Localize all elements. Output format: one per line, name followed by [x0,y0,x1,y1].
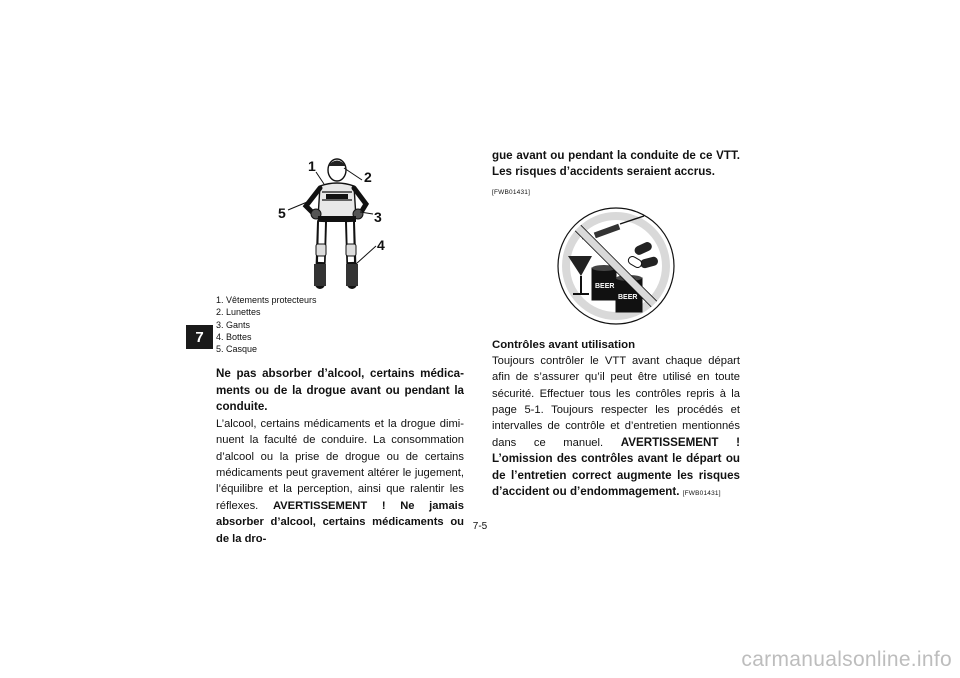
watermark: carmanualsonline.info [741,648,952,671]
caption-item: 5. Casque [216,344,258,355]
chapter-tab: 7 [186,325,213,349]
alcohol-warning-start: AVERTISSEMENT ! Ne jamais absorber d’alcool, certains médicaments ou de la dro- [216,499,464,545]
alcohol-warning-end: gue avant ou pendant la conduite de ce VTT. Les risques d’accidents seraient accrus. [492,149,740,179]
checks-warning: AVERTISSEMENT ! L’omission des contrôles avant le départ ou de l’entretien correct augmente les risques d’accident ou d’endommagement. [492,435,741,499]
checks-text: Toujours contrôler le VTT avant chaque départ afin de s’assurer qu’il peut être utilisé en toute sécurité. Effectuer tous les contrôles repris à la page 5-1. Toujours respecter les procédés et intervalles de contrôle et d’entretien mentionnés dans ce manuel. [492,354,740,449]
callout-3: 3 [374,209,382,225]
caption-item: 2. Lunettes [216,307,261,318]
checks-paragraph [492,353,740,503]
caption-item: 4. Bottes [216,331,252,342]
rider-illustration [276,152,406,290]
left-column [216,150,464,547]
alcohol-text: L’alcool, certains médicaments et la drogue diminuent la faculté de conduire. La consommation d’alcool ou la prise de drogue ou de certains médicaments peut gravement altérer le jugement, l’équilibre et la perception, ainsi que ralentir les réflexes. [216,417,464,512]
prohibition-sign-icon [554,204,678,328]
alcohol-heading: Ne pas absorber d’alcool, certains médicaments ou de la drogue avant ou pendant la conduite. [216,367,464,414]
callout-5: 5 [278,205,286,221]
no-drugs-alcohol-sign [492,204,740,329]
section-title: Contrôles avant utilisation [492,338,636,351]
warning-code-line [492,185,740,198]
figure-caption-list [216,294,464,355]
checks-warning-code: [FWB01431] [682,490,721,498]
callout-1: 1 [308,158,316,174]
caption-item: 3. Gants [216,319,251,330]
can-label-1: BEER [595,282,615,290]
page-number: 7-5 [472,521,488,532]
rider-gear-figure [216,150,464,290]
right-column [492,148,740,502]
warning-code: [FWB01431] [492,188,531,196]
can-label-2: BEER [618,293,638,301]
caption-item: 1. Vêtements protecteurs [216,295,317,305]
callout-4: 4 [377,237,385,253]
alcohol-paragraph [216,416,464,547]
callout-2: 2 [364,169,372,185]
